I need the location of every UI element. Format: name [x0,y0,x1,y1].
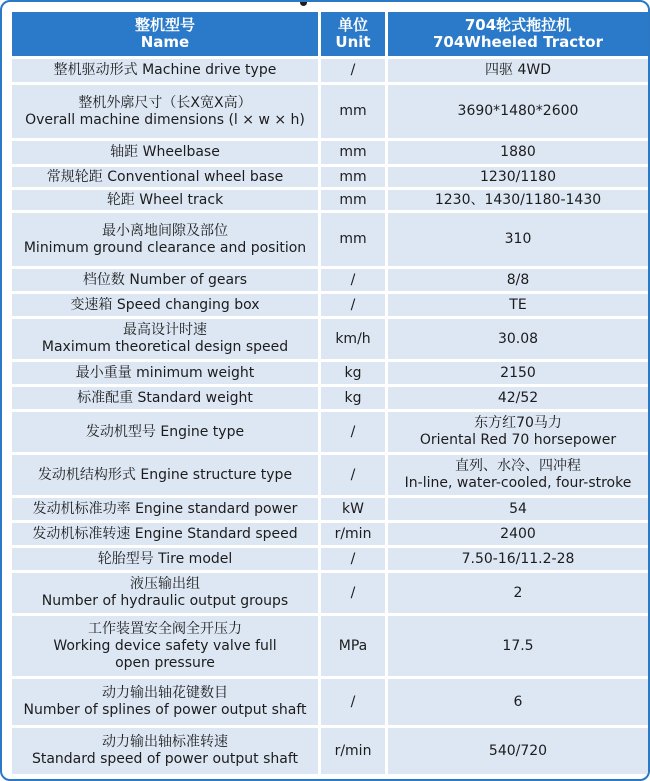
spec-name-cell [12,728,318,774]
spec-name-line: Overall machine dimensions (l × w × h) [25,111,305,128]
spec-value-line: 2400 [500,525,536,542]
spec-value-line: 1880 [500,144,536,160]
header-unit-zh: 单位 [337,16,368,34]
spec-value-cell [388,85,648,138]
table-row [12,59,648,82]
spec-unit-cell: MPa [321,616,385,676]
spec-unit-cell: / [321,679,385,725]
frame-dot [300,0,307,6]
spec-value-cell [388,294,648,316]
spec-name-line: Number of hydraulic output groups [41,593,289,609]
spec-unit-cell: mm [321,141,385,164]
spec-value-cell [388,190,648,210]
spec-name-cell [12,269,318,291]
spec-value-line: 540/720 [488,742,548,759]
table-row [12,269,648,291]
table-row [12,523,648,545]
spec-value-line: 8/8 [506,271,530,288]
spec-unit-cell: / [321,455,385,495]
table-row [12,141,648,164]
spec-value-line: 2150 [500,364,536,381]
spec-name-line: 发动机标准功率 Engine standard power [32,500,298,517]
spec-name-cell [12,498,318,520]
spec-name-line: 发动机型号 Engine type [85,423,245,440]
spec-value-line: 1230、1430/1180-1430 [434,191,602,208]
header-name-zh: 整机型号 [134,16,195,34]
spec-value-cell [388,616,648,676]
spec-name-line: 动力输出轴花键数目 [102,685,228,701]
spec-name-line: 最小重量 minimum weight [75,364,255,381]
spec-name-line: 变速箱 Speed changing box [70,296,260,313]
spec-value-line: 3690*1480*2600 [457,103,579,119]
spec-name-line: 最小离地间隙及部位 [102,222,228,239]
table-row [12,190,648,210]
spec-name-line: 整机外廓尺寸（长X宽X高） [78,94,252,111]
spec-value-line: 7.50-16/11.2-28 [461,550,575,567]
spec-name-cell [12,85,318,138]
spec-unit-cell: mm [321,190,385,210]
spec-name-line: 液压输出组 [130,576,200,592]
header-model-en: 704Wheeled Tractor [432,33,604,51]
table-row [12,728,648,774]
spec-name-line: 轮距 Wheel track [106,191,224,208]
spec-name-cell [12,616,318,676]
spec-unit-cell: mm [321,167,385,187]
spec-value-line: 17.5 [502,637,534,654]
spec-name-cell [12,294,318,316]
spec-name-line: 轮胎型号 Tire model [97,550,233,567]
spec-unit-cell: kg [321,362,385,384]
spec-value-line: In-line, water-cooled, four-stroke [404,475,632,491]
spec-value-line: 直列、水冷、四冲程 [455,458,581,474]
spec-unit-cell: / [321,59,385,82]
spec-unit-cell: r/min [321,523,385,545]
spec-name-line: Minimum ground clearance and position [23,239,307,256]
spec-name-line: 标准配重 Standard weight [77,389,253,406]
spec-value-line: 30.08 [497,330,539,347]
spec-name-line: 动力输出轴标准转速 [102,734,228,750]
table-row [12,167,648,187]
table-row [12,679,648,725]
spec-name-line: 工作装置安全阀全开压力 [88,620,242,637]
spec-name-line: 常规轮距 Conventional wheel base [46,168,284,185]
table-row [12,498,648,520]
spec-value-line: 6 [513,693,523,710]
spec-name-cell [12,213,318,266]
header-name [12,12,318,56]
header-unit-en: Unit [335,33,371,51]
spec-unit-cell: / [321,573,385,613]
table-header-row [12,12,648,56]
spec-name-line: open pressure [115,654,215,671]
spec-unit-cell: / [321,294,385,316]
spec-unit-cell: / [321,269,385,291]
spec-unit-cell: / [321,548,385,570]
spec-name-line: 发动机标准转速 Engine Standard speed [32,525,298,542]
spec-name-cell [12,412,318,452]
spec-value-cell [388,679,648,725]
spec-name-line: 整机驱动形式 Machine drive type [53,62,277,78]
spec-name-cell [12,167,318,187]
table-row [12,294,648,316]
table-row [12,455,648,495]
spec-value-cell [388,573,648,613]
spec-value-line: 54 [509,500,527,517]
spec-name-cell [12,362,318,384]
spec-name-cell [12,319,318,359]
table-row [12,387,648,409]
spec-unit-cell: / [321,412,385,452]
spec-value-line: 四驱 4WD [485,62,551,78]
header-name-en: Name [140,33,190,51]
table-row [12,213,648,266]
spec-value-cell [388,412,648,452]
spec-value-line: TE [509,296,527,313]
table-row [12,412,648,452]
table-row [12,85,648,138]
spec-value-cell [388,548,648,570]
spec-value-cell [388,141,648,164]
spec-value-cell [388,498,648,520]
spec-value-cell [388,362,648,384]
spec-name-cell [12,548,318,570]
spec-name-line: Standard speed of power output shaft [31,751,299,767]
spec-name-line: 发动机结构形式 Engine structure type [37,466,293,483]
spec-name-line: Maximum theoretical design speed [41,339,289,355]
spec-value-cell [388,167,648,187]
table-row [12,319,648,359]
spec-name-line: 最高设计时速 [123,322,207,338]
header-model [388,12,648,56]
spec-name-cell [12,387,318,409]
spec-name-line: 档位数 Number of gears [82,271,248,288]
spec-value-cell [388,523,648,545]
spec-unit-cell: mm [321,85,385,138]
spec-value-cell [388,59,648,82]
table-row [12,573,648,613]
spec-table [9,9,650,777]
spec-value-line: 东方红70马力 [474,415,562,431]
spec-name-cell [12,141,318,164]
spec-unit-cell: km/h [321,319,385,359]
spec-name-cell [12,573,318,613]
spec-value-cell [388,387,648,409]
spec-value-line: 1230/1180 [480,168,556,185]
spec-value-line: 42/52 [497,389,539,406]
spec-unit-cell: r/min [321,728,385,774]
spec-value-cell [388,455,648,495]
spec-name-line: Number of splines of power output shaft [23,702,307,718]
spec-name-cell [12,523,318,545]
spec-name-cell [12,190,318,210]
spec-value-cell [388,213,648,266]
spec-value-line: 310 [504,231,532,247]
spec-value-cell [388,269,648,291]
spec-name-cell [12,679,318,725]
spec-unit-cell: kg [321,387,385,409]
spec-value-cell [388,728,648,774]
spec-unit-cell: mm [321,213,385,266]
table-row [12,362,648,384]
spec-value-line: 2 [513,584,523,601]
spec-name-cell [12,59,318,82]
spec-value-line: Oriental Red 70 horsepower [419,432,617,448]
header-model-zh: 704轮式拖拉机 [464,16,572,34]
table-row [12,616,648,676]
spec-name-line: 轴距 Wheelbase [110,144,220,160]
spec-unit-cell: kW [321,498,385,520]
header-unit [321,12,385,56]
spec-value-cell [388,319,648,359]
spec-table-body [12,59,648,774]
spec-name-cell [12,455,318,495]
spec-name-line: Working device safety valve full [53,637,277,654]
table-row [12,548,648,570]
